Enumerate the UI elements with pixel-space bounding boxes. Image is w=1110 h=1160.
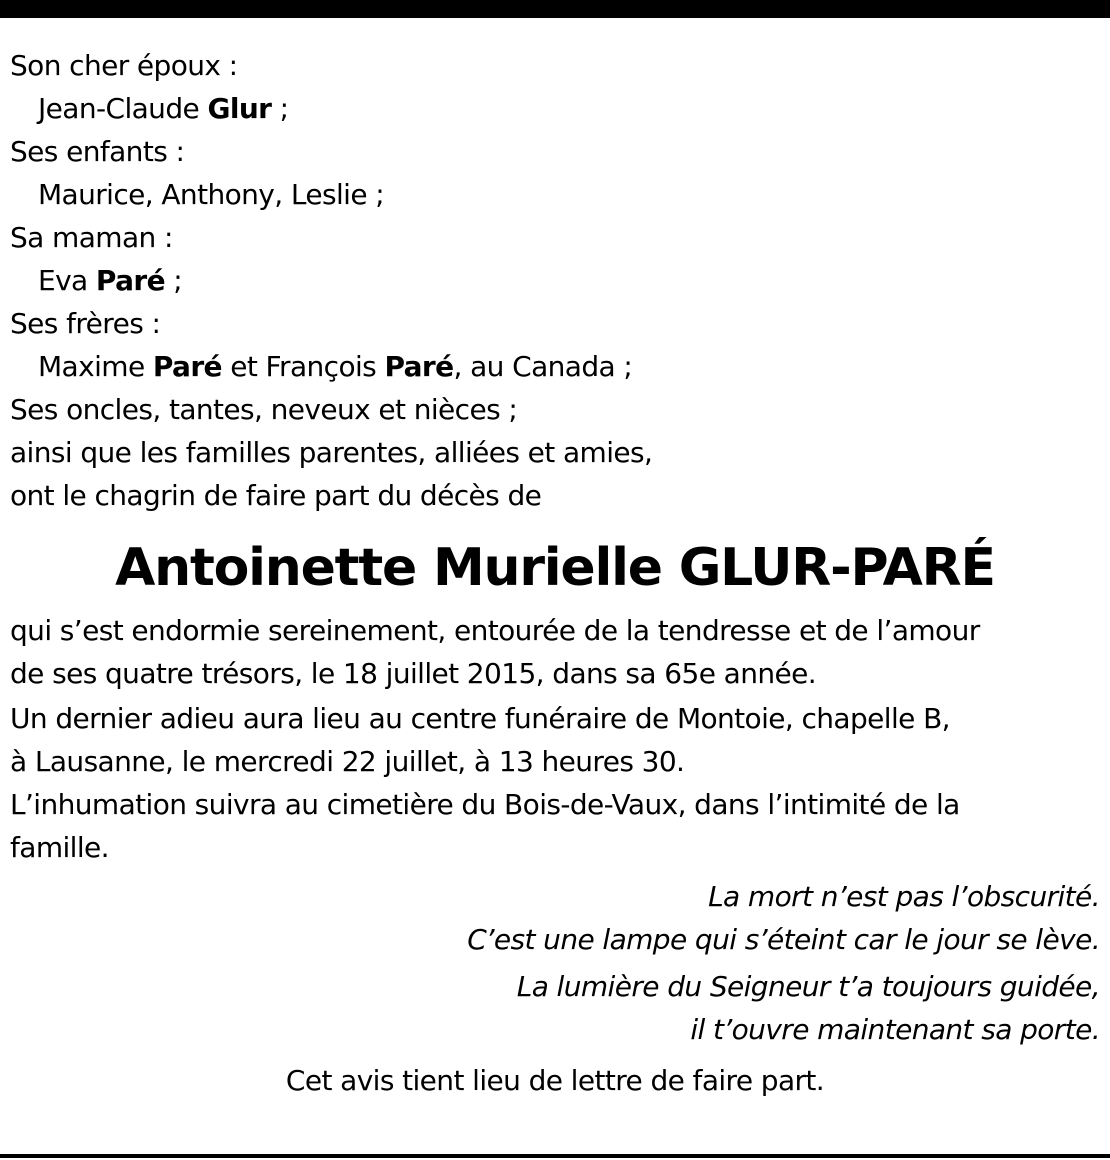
relatives-line: Ses oncles, tantes, neveux et nièces ; bbox=[10, 393, 518, 426]
death-notice bbox=[10, 44, 1100, 1102]
quote-line-3: La lumière du Seigneur t’a toujours guidée, bbox=[516, 970, 1100, 1003]
children-heading: Ses enfants : bbox=[10, 135, 185, 168]
quote-line-2: C’est une lampe qui s’éteint car le jour se lève. bbox=[467, 923, 1100, 956]
mother-first-name: Eva bbox=[38, 264, 96, 297]
brother1-last-name: Paré bbox=[152, 350, 222, 383]
ceremony-paragraph bbox=[10, 697, 1100, 869]
mother-last-name: Paré bbox=[95, 264, 165, 297]
announcement-line: ont le chagrin de faire part du décès de bbox=[10, 479, 542, 512]
brothers-heading: Ses frères : bbox=[10, 307, 161, 340]
ceremony-line-1: Un dernier adieu aura lieu au centre funéraire de Montoie, chapelle B, bbox=[10, 702, 950, 735]
mother-line-end: ; bbox=[165, 264, 183, 297]
brothers-line bbox=[10, 345, 1100, 388]
ceremony-line-3: L’inhumation suivra au cimetière du Bois-de-Vaux, dans l’intimité de la bbox=[10, 788, 960, 821]
ceremony-line-4: famille. bbox=[10, 831, 109, 864]
spouse-line-end: ; bbox=[271, 92, 289, 125]
quote-line-1: La mort n’est pas l’obscurité. bbox=[708, 880, 1100, 913]
brothers-line-end: , au Canada ; bbox=[453, 350, 633, 383]
passing-line-2: de ses quatre trésors, le 18 juillet 2015, dans sa 65e année. bbox=[10, 657, 817, 690]
top-border-rule bbox=[0, 0, 1110, 18]
ceremony-line-2: à Lausanne, le mercredi 22 juillet, à 13 heures 30. bbox=[10, 745, 685, 778]
quote-stanza-1 bbox=[10, 875, 1100, 961]
brothers-conjunction: et François bbox=[221, 350, 385, 383]
brother1-first-name: Maxime bbox=[38, 350, 153, 383]
deceased-name: Antoinette Murielle GLUR-PARÉ bbox=[115, 538, 995, 598]
families-line: ainsi que les familles parentes, alliées et amies, bbox=[10, 436, 653, 469]
mother-line bbox=[10, 259, 1100, 302]
quote-line-4: il t’ouvre maintenant sa porte. bbox=[690, 1013, 1100, 1046]
closing-line: Cet avis tient lieu de lettre de faire part. bbox=[285, 1064, 825, 1097]
quote-stanza-2 bbox=[10, 965, 1100, 1051]
passing-line-1: qui s’est endormie sereinement, entourée de la tendresse et de l’amour bbox=[10, 614, 980, 647]
bottom-border-rule bbox=[0, 1154, 1110, 1158]
children-names: Maurice, Anthony, Leslie ; bbox=[38, 178, 385, 211]
spouse-heading: Son cher époux : bbox=[10, 49, 238, 82]
mother-heading: Sa maman : bbox=[10, 221, 173, 254]
passing-paragraph bbox=[10, 609, 1100, 695]
spouse-first-name: Jean-Claude bbox=[38, 92, 208, 125]
spouse-last-name: Glur bbox=[207, 92, 272, 125]
spouse-line bbox=[10, 87, 1100, 130]
brother2-last-name: Paré bbox=[384, 350, 454, 383]
